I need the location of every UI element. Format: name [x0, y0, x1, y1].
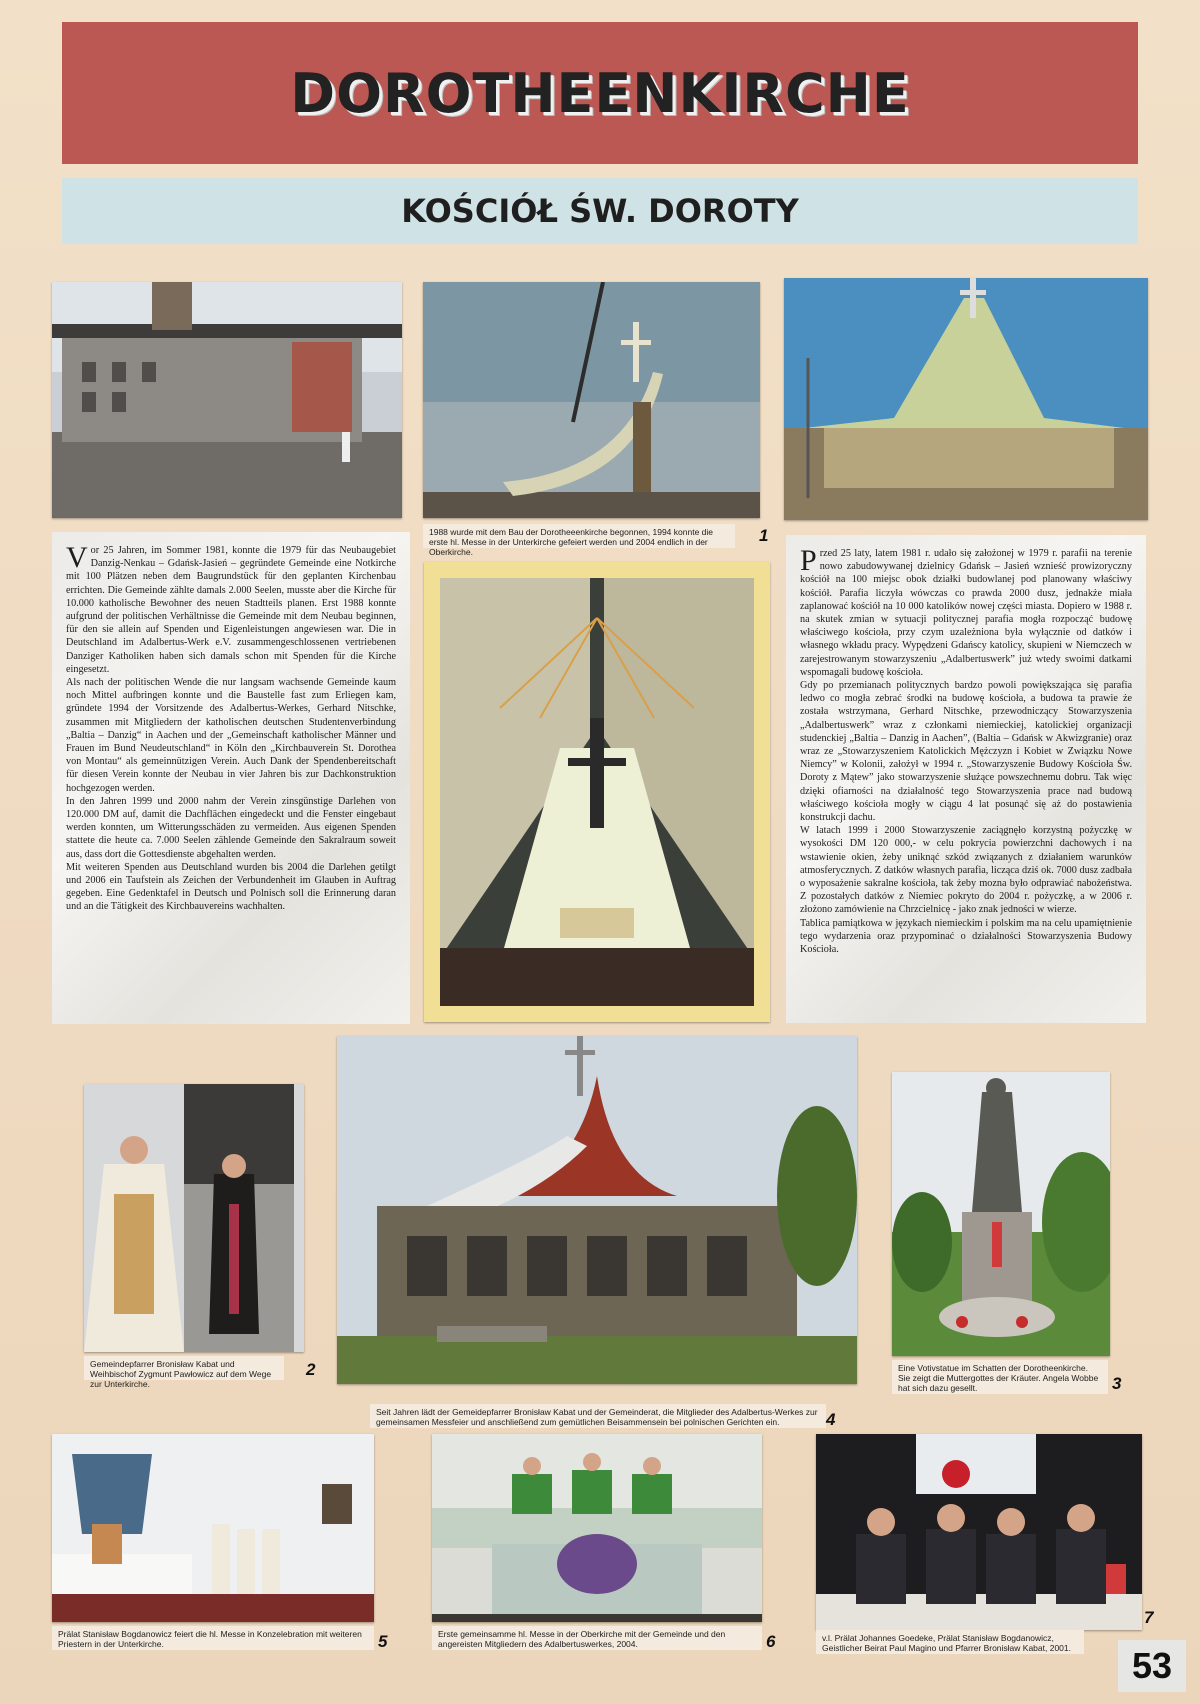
caption-number-1: 1 — [759, 526, 769, 545]
caption-number-2: 2 — [306, 1360, 316, 1379]
german-paragraph-2: Als nach der politischen Wende die nur langsam wachsende Gemeinde kaum noch Mittel aufbringen konnte und die Baustelle fast zum Erliegen kam, gründete 1994 der Vorsitzende des Adalbertus-Werkes, Gerhard Nitschke, zusammen mit Mitgliedern der katholischen deutschen Studentenverbindung „Baltia – Danzig“ in Aachen und der „Gemeinschaft katholischer Männer und Frauen im Bund Neudeutschland“ in Köln den „Kirchbauverein St. Dorothea von Montau“ als gemeinnützigen Verein. Auch Dank der Spendenbereitschaft für diesen Verein konnte der Neubau in vier Jahren bis zur Dachkonstruktion hochgezogen werden. — [66, 677, 396, 794]
page-number: 53 — [1118, 1640, 1186, 1692]
caption-6: Erste gemeinsamme hl. Messe in der Oberkirche mit der Gemeinde und den angereisten Mitgliedern des Adalbertuswerkes, 2004. — [432, 1626, 762, 1650]
polish-paragraph-4: Tablica pamiątkowa w językach niemieckim i polskim ma na celu upamiętnienie tego wydarzenia oraz przypominać o działalności Stowarzyszenia Budowy Kościoła. — [800, 917, 1132, 956]
german-paragraph-3: In den Jahren 1999 und 2000 nahm der Verein zinsgünstige Darlehen von 120.000 DM auf, damit die Dachflächen eingedeckt und die Fenster eingebaut werden konnten, um Witterungsschäden zu vermeiden. Aus eigenen Spenden stattete die heute ca. 7.000 Seelen zählende Gemeinde den Sakralraum soweit aus, dass dort die Gottesdienste abgehalten werden. — [66, 795, 396, 860]
title-banner — [62, 22, 1138, 164]
caption-number-4: 4 — [826, 1410, 836, 1429]
photo-concelebration — [52, 1434, 374, 1622]
photo-church-scaffolding — [784, 278, 1148, 520]
photo-clergy-procession — [84, 1084, 304, 1352]
caption-number-5: 5 — [378, 1632, 388, 1651]
page-title: DOROTHEENKIRCHE — [290, 61, 910, 125]
polish-text-panel — [786, 535, 1146, 1023]
caption-number-6: 6 — [766, 1632, 776, 1651]
german-text-panel — [52, 532, 410, 1024]
german-dropcap: V — [66, 541, 88, 574]
photo-finished-church — [337, 1036, 857, 1384]
polish-paragraph-3: W latach 1999 i 2000 Stowarzyszenie zaciągnęło korzystną pożyczkę w wysokości DM 120 000,- w celu pokrycia powierzchni dachowych i na wstawienie okien, żeby uniknąć szkód związanych z działaniem warunków atmosferycznych. Z datków własnych parafia, licząca dziś ok. 7000 dusz zadbała o wyposażenie sakralne kościoła, tak żeby mozna było odprawiać nabożeństwa. Z pozostałych datków z Niemiec pokryto do 2004 r. pożyczkę, a w 2006 r. złożono zamówienie na Chrzcielnicę - jako znak jedności w wierze. — [800, 825, 1132, 916]
page-subtitle: KOŚCIÓŁ ŚW. DOROTY — [401, 192, 799, 230]
german-paragraph-4: Mit weiteren Spenden aus Deutschland wurden bis 2004 die Darlehen getilgt und 2006 ein Taufstein als Zeichen der Verbundenheit im Glauben in Auftrag gegeben. Eine Gedenktafel in Deutsch und Polnisch soll die Erinnerung daran und an die Tätigkeit des Kirchbauvereins wachhalten. — [66, 861, 396, 913]
polish-dropcap: P — [800, 544, 817, 577]
caption-5: Prälat Stanisław Bogdanowicz feiert die hl. Messe in Konzelebration mit weiteren Priestern in der Unterkirche. — [52, 1626, 374, 1650]
photo-roof-crane — [423, 282, 760, 518]
photo-votive-statue — [892, 1072, 1110, 1356]
photo-first-mass-upper-church — [432, 1434, 762, 1622]
caption-4: Seit Jahren lädt der Gemeidepfarrer Bronisław Kabat und der Gemeinderat, die Mitglieder des Adalbertus-Werkes zur gemeinsamen Messfeier und anschließend zum gemütlichen Beisammensein bei polnischen Gerichten ein. — [370, 1404, 826, 1428]
caption-1: 1988 wurde mit dem Bau der Dorotheeenkirche begonnen, 1994 konnte die erste hl. Messe in der Unterkirche gefeiert werden und 2004 endlich in der Oberkirche. — [423, 524, 735, 548]
caption-3: Eine Votivstatue im Schatten der Dorotheenkirche. Sie zeigt die Muttergottes der Kräuter. Angela Wobbe hat sich dazu gesellt. — [892, 1360, 1108, 1394]
photo-dinner-gathering — [816, 1434, 1142, 1630]
caption-2: Gemeindepfarrer Bronisław Kabat und Weihbischof Zygmunt Pawłowicz auf dem Wege zur Unterkirche. — [84, 1356, 284, 1380]
polish-paragraph-2: Gdy po przemianach politycznych bardzo powoli powiększająca się parafia ledwo co mogła zebrać środki na budowę kościoła, a budowa ta prawie że została wstrzymana, Gerhard Nitschke, przewodniczący Stowarzyszenia „Adalbertuswerk” wraz z członkami niemieckiej, katolickiej organizacji studenckiej „Baltia – Danzig in Aachen”, (Baltia – Gdańsk w Akwizgranie) oraz wraz ze „Stowarzyszeniem Katolickich Mężczyzn i Kobiet w Związku Nowe Niemcy” w Kolonii, założył w 1994 r. „Stowarzyszenie Budowy Kościoła Św. Doroty z Mątew” jako stowarzyszenie służące powszechnemu dobru. Tak więc dzięki ofiarności na działalność tego Stowarzyszenia prace nad budową właściwego kościoła mogły w ciągu 4 lat posunąć się aż do postawienia konstrukcji dachu. — [800, 680, 1132, 824]
photo-construction-site — [52, 282, 402, 518]
photo-church-interior — [424, 562, 770, 1022]
polish-paragraph-1: rzed 25 laty, latem 1981 r. udało się założonej w 1979 r. parafii na terenie nowo zabudowywanej dzielnicy Gdańsk – Jasień wznieść prowizoryczny kościół na 100 miejsc obok działki budowlanej pod planowany właściwy kościół. Parafia liczyła wówczas co prawda 2000 dusz, jednakże miała zaplanować kościół na 10 000 katolików nowej części miasta. Dopiero w 1988 r. na skutek zmian w sytuacji politycznej parafia mogła rozpocząć budowę właściwego kościoła, przy czym uzależniona była wyłącznie od datków i własnego wkładu pracy. Wypędzeni Gdańscy katolicy, skupieni w Niemczech w zarejestrowanym stowarzyszeniu „Adalbertuswerk” już wtedy swoimi datkami wspomagali budowę kościoła. — [800, 548, 1132, 678]
caption-number-3: 3 — [1112, 1374, 1122, 1393]
caption-number-7: 7 — [1144, 1608, 1154, 1627]
caption-7: v.l. Prälat Johannes Goedeke, Prälat Stanisław Bogdanowicz, Geistlicher Beirat Paul Magino und Pfarrer Bronisław Kabat, 2001. — [816, 1630, 1084, 1654]
subtitle-banner — [62, 178, 1138, 244]
german-paragraph-1: or 25 Jahren, im Sommer 1981, konnte die 1979 für das Neubaugebiet Danzig-Nenkau – Gdańsk-Jasień – gegründete Gemeinde eine Notkirche mit 100 Plätzen neben dem Baugrundstück für den geplanten Kirchenbau errichten. Die Gemeinde zählte damals 2.000 Seelen, musste aber die Kirche für 10.000 katholische Bewohner des neuen Stadtteils planen. Erst 1988 konnte aufgrund der politischen Verhältnisse die Gemeinde mit dem Neubau beginnen, für den sie allein auf Spenden und Eigenleistungen angewiesen war. Die in Deutschland im Adalbertus-Werk e.V. zusammengeschlossenen vertriebenen Danziger Katholiken haben sich damals schon mit Spenden für die Kirche eingesetzt. — [66, 545, 396, 675]
